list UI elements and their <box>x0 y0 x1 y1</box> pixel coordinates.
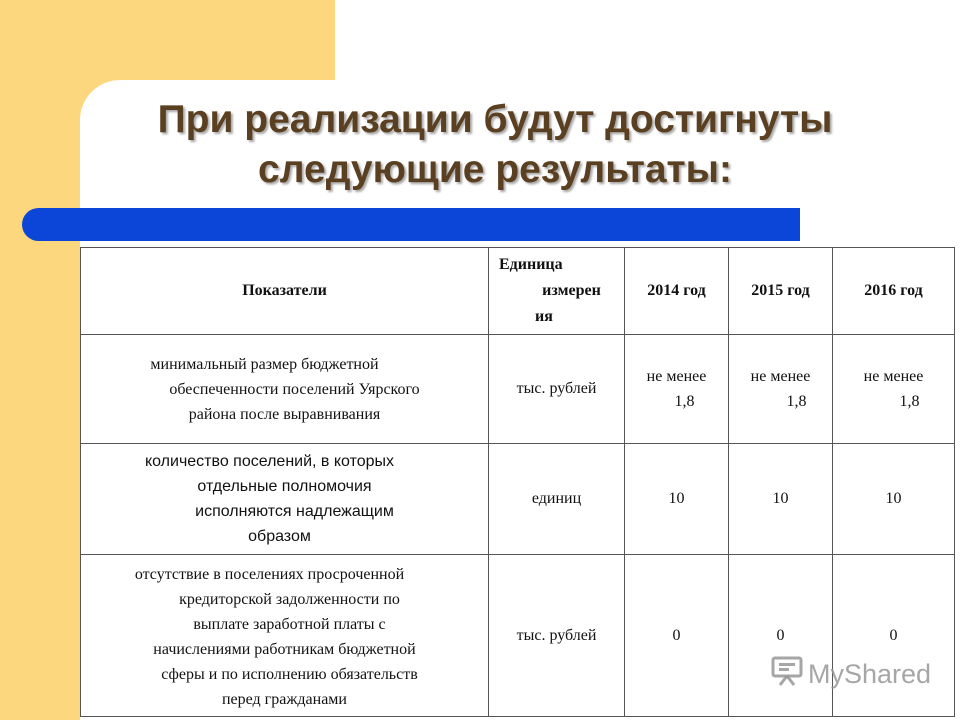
slide-title-line-1: При реализации будут достигнуты <box>157 98 833 141</box>
header-unit-line-2: измерен <box>542 282 601 299</box>
row-2-2015: 10 <box>729 444 833 555</box>
row-1-2014-line: 1,8 <box>674 393 695 410</box>
row-1-2016 <box>833 335 955 444</box>
header-2016: 2016 год <box>833 248 955 335</box>
header-2014: 2014 год <box>625 248 729 335</box>
row-3-indicator-line: начислениями работникам бюджетной <box>153 640 416 658</box>
left-decor-band <box>0 0 80 720</box>
row-1-2014-line: не менее <box>646 368 707 385</box>
row-2-indicator-line: образом <box>248 528 311 545</box>
results-table <box>80 247 955 717</box>
table-row <box>81 444 955 555</box>
presentation-board-icon <box>770 656 804 693</box>
row-2-indicator-line: исполняются надлежащим <box>195 503 394 520</box>
row-3-indicator-line: сферы и по исполнению обязательств <box>161 665 418 683</box>
row-3-2015: 0 <box>729 555 833 717</box>
row-1-indicator <box>81 335 489 444</box>
table-row <box>81 555 955 717</box>
row-1-2014 <box>625 335 729 444</box>
row-1-indicator-line: обеспеченности поселений Уярского <box>169 380 420 398</box>
header-indicators: Показатели <box>81 248 489 335</box>
slide-title <box>95 95 895 195</box>
header-unit <box>489 248 625 335</box>
row-2-2016: 10 <box>833 444 955 555</box>
slide-title-line-2: следующие результаты: <box>258 148 732 191</box>
row-3-indicator-line: перед гражданами <box>221 690 347 708</box>
row-1-unit: тыс. рублей <box>489 335 625 444</box>
top-decor-band <box>0 0 335 80</box>
row-3-unit: тыс. рублей <box>489 555 625 717</box>
row-3-indicator <box>81 555 489 717</box>
header-2015: 2015 год <box>729 248 833 335</box>
row-1-2016-line: не менее <box>863 368 924 385</box>
row-1-2015-line: 1,8 <box>786 393 807 410</box>
row-3-2014: 0 <box>625 555 729 717</box>
row-2-indicator-line: количество поселений, в которых <box>144 453 395 470</box>
row-2-unit: единиц <box>489 444 625 555</box>
watermark-text: MyShared <box>808 658 932 689</box>
row-1-indicator-line: минимальный размер бюджетной <box>150 355 379 373</box>
row-2-indicator <box>81 444 489 555</box>
row-1-2015 <box>729 335 833 444</box>
row-2-2014: 10 <box>625 444 729 555</box>
row-1-2016-line: 1,8 <box>899 393 920 410</box>
header-unit-line-1: Единица <box>499 256 563 273</box>
row-3-indicator-line: кредиторской задолженности по <box>179 590 400 608</box>
table-row <box>81 335 955 444</box>
watermark <box>770 656 931 692</box>
header-unit-line-3: ия <box>535 308 553 325</box>
row-2-indicator-line: отдельные полномочия <box>197 478 372 495</box>
row-3-indicator-line: отсутствие в поселениях просроченной <box>134 565 405 583</box>
row-1-2015-line: не менее <box>750 368 811 385</box>
row-1-indicator-line: района после выравнивания <box>188 405 381 423</box>
row-3-2016: 0 <box>833 555 955 717</box>
row-3-indicator-line: выплате заработной платы с <box>193 615 386 633</box>
table-header-row <box>81 248 955 335</box>
decorative-blue-bar <box>22 208 800 241</box>
